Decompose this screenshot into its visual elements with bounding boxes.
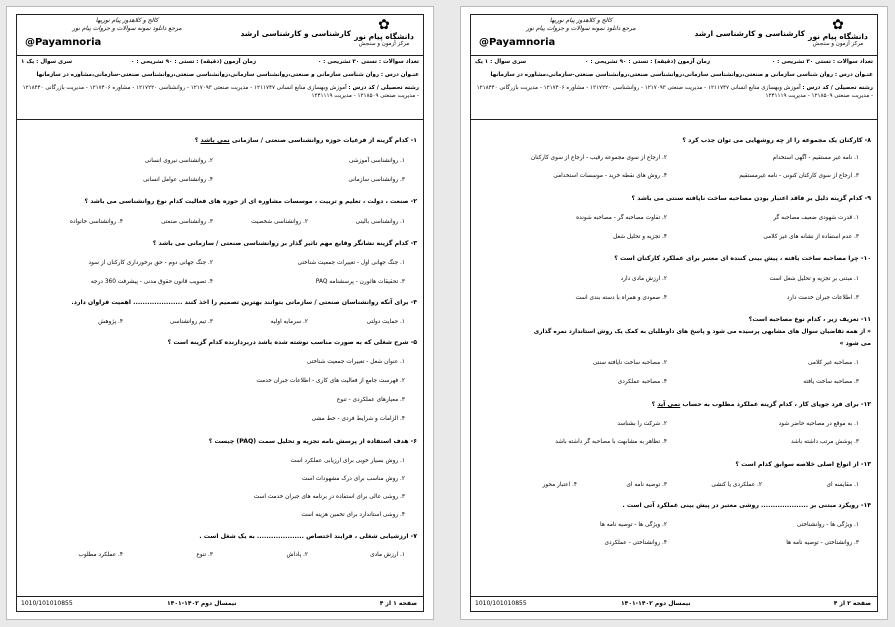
- option[interactable]: ۲. تفاوت مصاحبه گر - مصاحبه شونده: [576, 215, 667, 221]
- option[interactable]: ۴. روش های نقطه خرید - موسسات استخدامی: [553, 173, 667, 179]
- university-name: دانشگاه پیام نور: [808, 32, 868, 41]
- question-5: ۵- شرح شغلی که به صورت مناسب نوشته شده باشد دربردارنده کدام گزینه است ؟: [167, 339, 417, 346]
- questions-body: [17, 121, 423, 595]
- page-number: صفحه ۲ از ۴: [833, 600, 871, 607]
- university-logo: [803, 18, 873, 48]
- course-name: روان شناسی سازمانی و صنعتی،روانشناسی سازمانی،روانشناسی صنعتی،روانشناسی صنعتی-سازمانی،مشاوره در سازمانها: [36, 72, 380, 78]
- field-codes: آموزش وبهسازی منابع انسانی ۱۲۱۱۷۴۷ - مدیریت صنعتی ۱۲۱۷۰۹۳ - روانشناسی ۱۲۱۷۲۲۰ - مشاوره ۱۲۱۷۴۰۶ - مدیریت بازرگانی ۱۲۱۸۴۴۰ - مدیریت صنعتی ۱۲۱۸۵۰۹ - مدیریت ۱۲۴۱۱۱۹: [476, 85, 873, 100]
- option[interactable]: ۴. اعتبار محور: [542, 482, 577, 488]
- option[interactable]: ۳. معیارهای عملکردی - تنوع: [336, 397, 405, 403]
- page-frame: [470, 14, 878, 612]
- term-label: نیمسال دوم ۱۴۰۲-۱۴۰۱: [167, 600, 237, 607]
- center-name: مرکز آزمون و سنجش: [812, 41, 864, 47]
- option[interactable]: ۳. مصاحبه ساخت یافته: [803, 379, 859, 385]
- question-11: ۱۱- تعریف زیر ، کدام نوع مصاحبه است؟: [748, 316, 871, 323]
- option[interactable]: ۱. روانشناسی بالینی: [355, 219, 405, 225]
- series-number: سری سوال : یک ۱: [21, 59, 73, 65]
- question-11-definition: « از همه تقاضیان سوال های مشابهی پرسیده می شود و پاسخ های داوطلبان به کمک یک روش استاندارد نمره گذاری: [533, 329, 871, 335]
- option[interactable]: ۴. الزامات و شرایط فردی - خط مشی: [311, 416, 405, 422]
- option[interactable]: ۳. پوشش مرتب داشته باشد: [791, 439, 859, 445]
- option[interactable]: ۳. تحقیقات هاثورن - پرسشنامه PAQ: [315, 279, 405, 285]
- option[interactable]: ۴. تصویب قانون حقوق مدنی - پیشرفت 360 درجه: [90, 279, 213, 285]
- watermark-line2: مرجع دانلود نمونه سوالات و جزوات پیام نور: [526, 25, 636, 32]
- option[interactable]: ۱. روانشناسی آموزشی: [348, 158, 405, 164]
- option[interactable]: ۲. پاداش: [286, 552, 308, 558]
- page-number: صفحه ۱ از ۴: [379, 600, 417, 607]
- watermark-line1: کالج و کلاهدوز پیام نوریها: [549, 17, 613, 24]
- question-10: ۱۰- چرا مصاحبه ساخت یافته ، پیش بینی کننده ای معتبر برای عملکرد کارکنان است ؟: [614, 255, 871, 262]
- question-9: ۹- کدام گزینه دلیل بر فاقد اعتبار بودن مصاحبه ساخت نایافته سنتی می باشد ؟: [631, 195, 871, 202]
- center-name: مرکز آزمون و سنجش: [358, 41, 410, 47]
- page-header: [17, 15, 423, 56]
- exam-time: زمان آزمون (دقیقه) : تستی : ۹۰ تشریحی : ۰: [585, 59, 711, 65]
- option[interactable]: ۲. جنگ جهانی دوم - حق برخورداری کارکنان از سود: [88, 260, 213, 266]
- page-header: [471, 15, 877, 56]
- brand-label: @Payamnoria: [25, 37, 102, 48]
- question-8: ۸- کارکنان یک مجموعه را از چه روشهایی می توان جذب کرد ؟: [682, 137, 871, 144]
- exam-info: [17, 56, 423, 120]
- exam-time: زمان آزمون (دقیقه) : تستی : ۹۰ تشریحی : ۰: [131, 59, 257, 65]
- option[interactable]: ۲. روش مناسب برای درک مشهودات است: [301, 476, 405, 482]
- option[interactable]: ۳. روانشناسی سازمانی: [348, 177, 405, 183]
- option[interactable]: ۱. روش بسیار خوبی برای ارزیابی عملکرد است: [290, 458, 405, 464]
- field-label: رشته تحصیلی / کد درس :: [348, 85, 419, 91]
- option[interactable]: ۲. ویژگی ها - توصیه نامه ها: [600, 522, 667, 528]
- option[interactable]: ۴. مصاحبه عملکردی: [617, 379, 667, 385]
- option[interactable]: ۴. روانشناسی عوامل انسانی: [143, 177, 213, 183]
- page-footer: [471, 596, 877, 611]
- exam-page-1: [6, 6, 434, 620]
- watermark-line1: کالج و کلاهدوز پیام نوریها: [95, 17, 159, 24]
- course-label: عنـوان درس :: [834, 72, 873, 78]
- option[interactable]: ۴. پژوهش: [98, 319, 123, 325]
- question-14: ۱۴- رویکرد مبتنی بر .................... روشی معتبر در پیش بینی عملکرد آتی است .: [622, 502, 871, 509]
- option[interactable]: ۱. مبتنی بر تجزیه و تحلیل شغل است: [769, 276, 859, 282]
- page-frame: [16, 14, 424, 612]
- option[interactable]: ۴. روشی استاندارد برای تخمین هزینه است: [301, 512, 405, 518]
- exam-info: [471, 56, 877, 120]
- option[interactable]: ۳. روانشناسی صنعتی: [161, 219, 213, 225]
- option[interactable]: ۱. جنگ جهانی اول - تغییرات جمعیت شناختی: [297, 260, 405, 266]
- watermark-line2: مرجع دانلود نمونه سوالات و جزوات پیام نور: [72, 25, 182, 32]
- option[interactable]: ۳. ارجاع از سوی کارکنان کنونی - نامه غیرمستقیم: [739, 173, 859, 179]
- question-3: ۳- کدام گزینه نشانگر وقایع مهم تاثیر گذار بر روانشناسی صنعتی / سازمانی می باشد ؟: [152, 240, 417, 247]
- option[interactable]: ۳. توصیه نامه ای: [626, 482, 667, 488]
- question-count: تعداد سوالات : تستی ۳۰ تشریحی : ۰: [317, 59, 419, 65]
- question-6: ۶- هدف استفاده از پرسش نامه تجزیه و تحلیل سمت (PAQ) چیست ؟: [208, 438, 417, 445]
- option[interactable]: ۲. شرکت را بشناسد: [617, 421, 667, 427]
- question-2: ۲- صنعت ، دولت ، تعلیم و تربیت ، موسسات مشاوره ای از حوزه های فعالیت کدام نوع روانشناسی می باشد ؟: [84, 198, 417, 205]
- option[interactable]: ۳. روشی عالی برای استفاده در برنامه های جبران خدمت است: [253, 494, 405, 500]
- option[interactable]: ۴. تظاهر به مشابهت با مصاحبه گر داشته باشد: [555, 439, 667, 445]
- header-title: کارشناسی و کارشناسی ارشد: [694, 29, 805, 38]
- question-7: ۷- ارزشیابی شغلی ، فرایند اختصاص .................... به یک شغل است .: [199, 533, 417, 540]
- seal-icon: ✿: [832, 17, 844, 33]
- option[interactable]: ۱. نامه غیر مستقیم - آگهی استخدام: [772, 155, 859, 161]
- option[interactable]: ۴. روانشناختی - عملکردی: [604, 540, 667, 546]
- option[interactable]: ۱. مصاحبه غیر کلامی: [808, 360, 859, 366]
- option[interactable]: ۴. صعودی و همراه با دسته بندی است: [575, 295, 667, 301]
- option[interactable]: ۱. به موقع در مصاحبه حاضر شود: [778, 421, 859, 427]
- series-number: سری سوال : ۱ یک: [475, 59, 527, 65]
- option[interactable]: ۲. مصاحبه ساخت نایافته سنتی: [592, 360, 667, 366]
- option[interactable]: ۱. ارزش مادی: [370, 552, 405, 558]
- header-title: کارشناسی و کارشناسی ارشد: [240, 29, 351, 38]
- exam-page-2: [460, 6, 888, 620]
- university-logo: [349, 18, 419, 48]
- option[interactable]: ۲. سرمایه اولیه: [270, 319, 308, 325]
- page-footer: [17, 596, 423, 611]
- brand-label: @Payamnoria: [479, 37, 556, 48]
- field-codes: آموزش وبهسازی منابع انسانی ۱۲۱۱۷۴۷ - مدیریت صنعتی ۱۲۱۷۰۹۳ - روانشناسی ۱۲۱۷۲۲۰ - مشاوره ۱۲۱۷۴۰۶ - مدیریت بازرگانی ۱۲۱۸۴۴۰ - مدیریت صنعتی ۱۲۱۸۵۰۹ - مدیریت ۱۲۴۱۱۱۹: [22, 85, 419, 100]
- exam-code: 1010/101010855: [475, 600, 527, 607]
- university-name: دانشگاه پیام نور: [354, 32, 414, 41]
- option[interactable]: ۳. تیم روانشناسی: [169, 319, 213, 325]
- option[interactable]: ۱. حمایت دولتی: [366, 319, 405, 325]
- seal-icon: ✿: [378, 17, 390, 33]
- option[interactable]: ۱. قدرت شهودی ضعیف مصاحبه گر: [773, 215, 859, 221]
- header-watermark: [511, 17, 651, 33]
- option[interactable]: ۲. ارجاع از سوی مجموعه رقیب - ارجاع از سوی کارکنان: [530, 155, 667, 161]
- course-label: عنـوان درس :: [380, 72, 419, 78]
- exam-code: 1010/101010855: [21, 600, 73, 607]
- option[interactable]: ۴. عملکرد مطلوب: [78, 552, 123, 558]
- option[interactable]: ۳. عدم استفاده از نشانه های غیر کلامی: [763, 234, 859, 240]
- term-label: نیمسال دوم ۱۴۰۲-۱۴۰۱: [621, 600, 691, 607]
- option[interactable]: ۲. روانشناسی شخصیت: [251, 219, 308, 225]
- option[interactable]: ۱. ویژگی ها - روانشناختی: [796, 522, 859, 528]
- questions-body: [471, 121, 877, 595]
- question-12: ۱۲- برای فرد جویای کار ، کدام گزینه عملکرد مطلوب به حساب نمی آید ؟: [651, 401, 871, 408]
- option[interactable]: ۲. روانشناسی نیروی انسانی: [144, 158, 213, 164]
- question-1: ۱- کدام گزینه از فرعیات حوزه روانشناسی صنعتی / سازمانی نمی باشد ؟: [194, 137, 417, 144]
- field-label: رشته تحصیلی / کد درس :: [802, 85, 873, 91]
- question-13: ۱۳- از انواع اصلی خلاصه سوابق کدام است ؟: [735, 461, 871, 468]
- option[interactable]: ۳. روانشناختی - توصیه نامه ها: [786, 540, 859, 546]
- option[interactable]: ۴. روانشناسی خانواده: [69, 219, 123, 225]
- option[interactable]: ۲. ارزش مادی دارد: [620, 276, 667, 282]
- question-4: ۴- برای آنکه روانشناسان صنعتی / سازمانی بتوانند بهترین تصمیم را اخذ کنند ..................... اهمیت فراوان دارد.: [71, 299, 417, 306]
- option[interactable]: ۲. فهرست جامع از فعالیت های کاری - اطلاعات جبران خدمت: [256, 378, 405, 384]
- question-count: تعداد سوالات : تستی ۳۰ تشریحی : ۰: [771, 59, 873, 65]
- question-11-definition-end: می شود »: [839, 340, 871, 347]
- course-name: روان شناسی سازمانی و صنعتی،روانشناسی سازمانی،روانشناسی صنعتی،روانشناسی صنعتی-سازمانی،مشاوره در سازمانها: [490, 72, 834, 78]
- option[interactable]: ۴. تجزیه و تحلیل شغل: [613, 234, 667, 240]
- option[interactable]: ۲. عملکردی یا کنشی: [711, 482, 762, 488]
- header-watermark: [57, 17, 197, 33]
- option[interactable]: ۳. تنوع: [196, 552, 213, 558]
- option[interactable]: ۱. مقایسه ای: [826, 482, 859, 488]
- option[interactable]: ۱. عنوان شغل - تغییرات جمعیت شناختی: [306, 359, 405, 365]
- option[interactable]: ۳. اطلاعات جبران خدمت دارد: [786, 295, 859, 301]
